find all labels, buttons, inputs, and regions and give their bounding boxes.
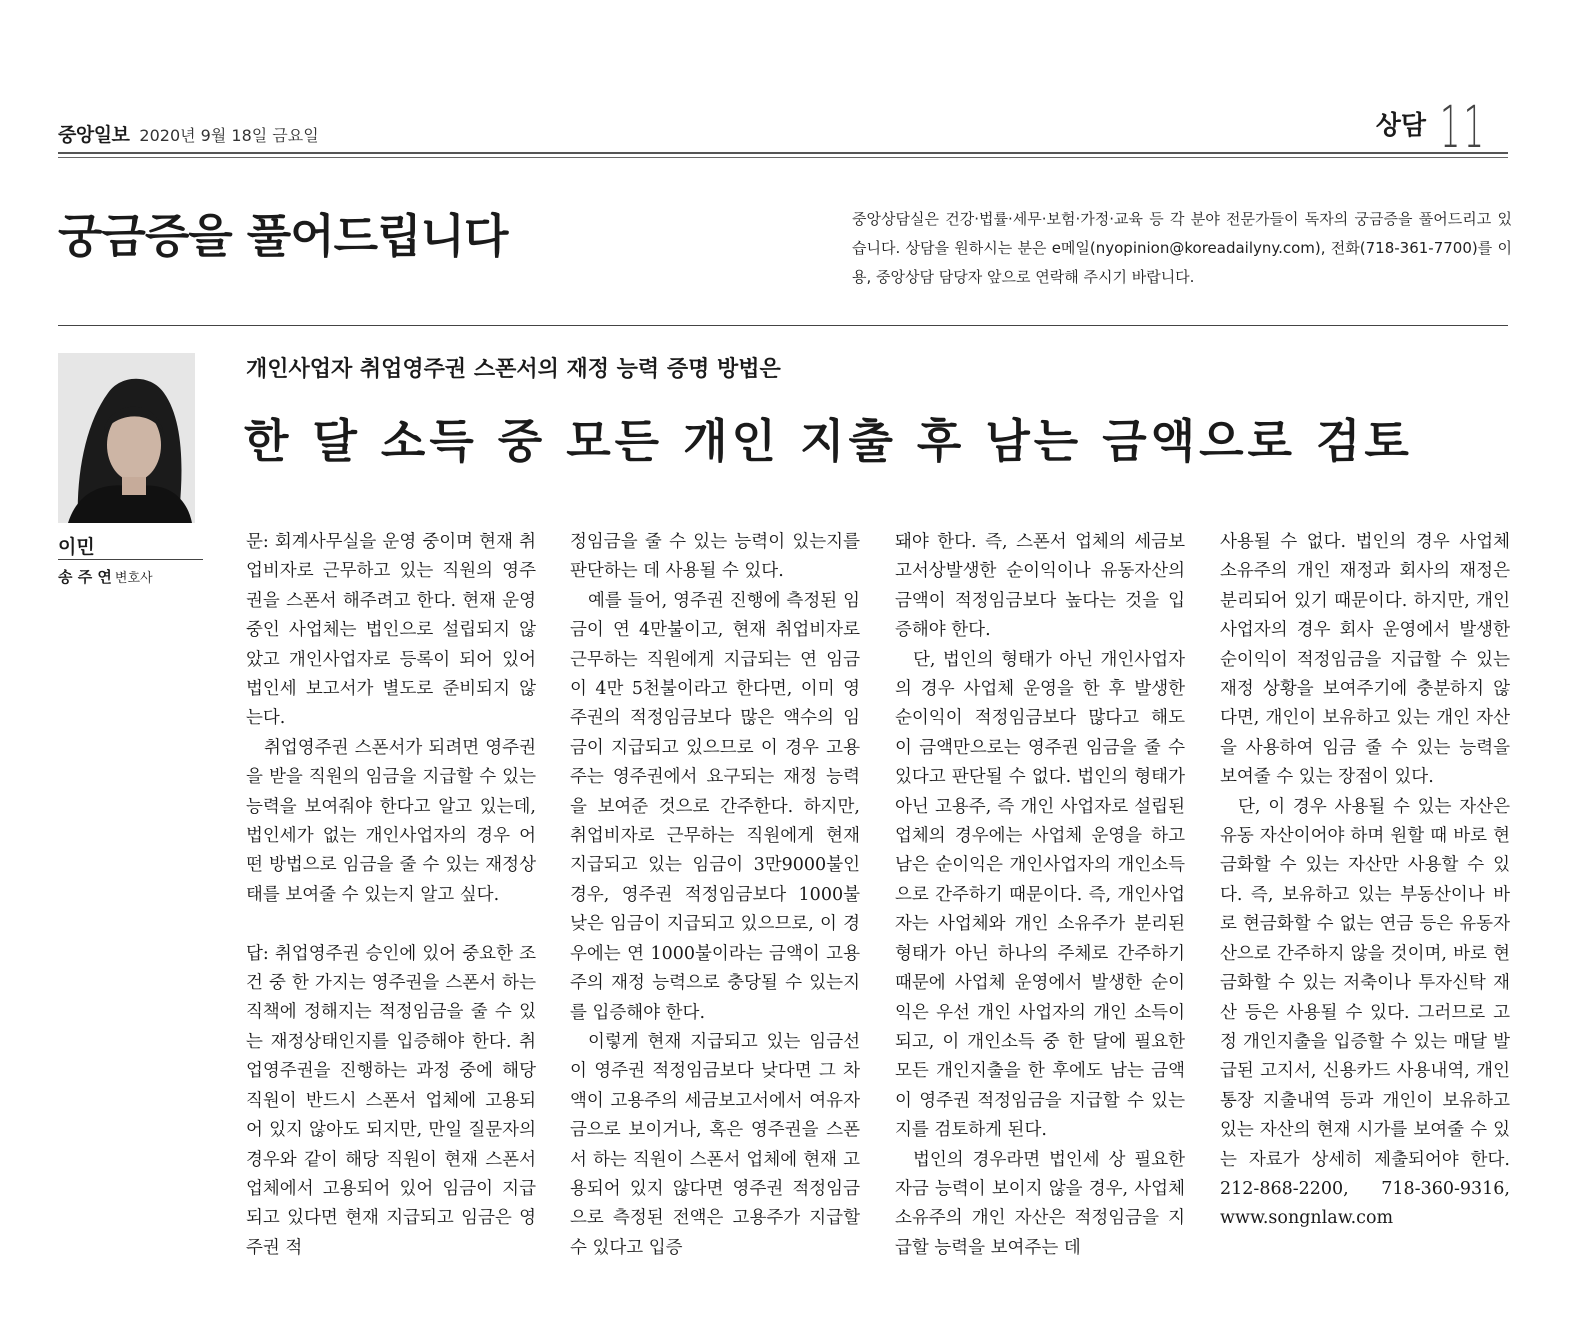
body-paragraph: 사용될 수 없다. 법인의 경우 사업체 소유주의 개인 재정과 회사의 재정은 분리되어 있기 때문이다. 하지만, 개인사업자의 경우 회사 운영에서 발생한 순이익이 적정임금을 지급할 수 있는 재정 상황을 보여주기에 충분하지 않다면, 개인이 보유하고 있는 개인 자산을 사용하여 임금 줄 수 있는 능력을 보여줄 수 있는 장점이 있다. (1220, 532, 1510, 788)
column-title: 궁금증을 풀어드립니다 (58, 209, 508, 263)
author-portrait-image (58, 353, 195, 523)
masthead (58, 120, 319, 148)
paper-name: 중앙일보 (58, 124, 130, 146)
issue-date: 2020년 9월 18일 금요일 (139, 126, 319, 145)
article-column-1 (246, 528, 536, 1263)
header-rule-bottom (58, 157, 1508, 158)
author-title: 변호사 (114, 571, 153, 586)
author-name: 송 주 연 (58, 568, 112, 586)
byline-author (58, 566, 153, 587)
body-paragraph: 돼야 한다. 즉, 스폰서 업체의 세금보고서상발생한 순이익이나 유동자산의 금액이 적정임금보다 높다는 것을 입증해야 한다. (895, 532, 1185, 641)
body-paragraph-with-contact: 단, 이 경우 사용될 수 있는 자산은 유동 자산이어야 하며 원할 때 바로 현금화할 수 있는 자산만 사용할 수 있다. 즉, 보유하고 있는 부동산이나 바로 현금화할 수 없는 연금 등은 유동자산으로 간주하지 않을 것이며, 바로 현금화할 수 있는 저축이나 투자신탁 재산 등은 사용될 수 있다. 그러므로 고정 개인지출을 입증할 수 있는 매달 발급된 고지서, 신용카드 사용내역, 개인 통장 지출내역 등과 개인이 보유하고 있는 자산의 현재 시가를 보여줄 수 있는 자료가 상세히 제출되어야 한다. 212-868-2200, 718-360-9316, www.songnlaw.com (1220, 796, 1510, 1229)
article-column-3 (895, 528, 1185, 1263)
article-headline: 한 달 소득 중 모든 개인 지출 후 남는 금액으로 검토 (244, 414, 1413, 468)
body-paragraph: 법인의 경우라면 법인세 상 필요한 자금 능력이 보이지 않을 경우, 사업체 소유주의 개인 자산은 적정임금을 지급할 능력을 보여주는 데 (895, 1149, 1185, 1258)
body-paragraph: 예를 들어, 영주권 진행에 측정된 임금이 연 4만불이고, 현재 취업비자로 근무하는 직원에게 지급되는 연 임금이 4만 5천불이라고 한다면, 이미 영주권의 적정임금보다 많은 액수의 임금이 지급되고 있으므로 이 경우 고용주는 영주권에서 요구되는 재정 능력을 보여준 것으로 간주한다. 하지만, 취업비자로 근무하는 직원에게 현재 지급되고 있는 임금이 3만9000불인 경우, 영주권 적정임금보다 1000불 낮은 임금이 지급되고 있으므로, 이 경우에는 연 1000불이라는 금액이 고용주의 재정 능력으로 충당될 수 있는지를 입증해야 한다. (570, 590, 860, 1023)
byline-rule (58, 559, 203, 560)
body-paragraph: 정임금을 줄 수 있는 능력이 있는지를 판단하는 데 사용될 수 있다. (570, 532, 860, 582)
author-photo (58, 353, 195, 523)
page-number: 11 (1440, 93, 1488, 161)
answer-paragraph-1: 답: 취업영주권 승인에 있어 중요한 조건 중 한 가지는 영주권을 스폰서 하는 직책에 정해지는 적정임금을 줄 수 있는 재정상태인지를 입증해야 한다. 취업영주권을 진행하는 과정 중에 해당 직원이 반드시 스폰서 업체에 고용되어 있지 않아도 되지만, 만일 질문자의 경우와 같이 해당 직원이 현재 스폰서 업체에서 고용되어 있어 임금이 지급되고 있다면 현재 지급되고 임금은 영주권 적 (246, 943, 536, 1258)
byline-category: 이민 (58, 536, 95, 558)
article-column-2 (570, 528, 860, 1263)
question-paragraph-2: 취업영주권 스폰서가 되려면 영주권을 받을 직원의 임금을 지급할 수 있는 능력을 보여줘야 한다고 알고 있는데, 법인세가 없는 개인사업자의 경우 어떤 방법으로 임금을 줄 수 있는 재정상태를 보여줄 수 있는지 알고 싶다. (246, 737, 536, 905)
body-paragraph: 단, 법인의 형태가 아닌 개인사업자의 경우 사업체 운영을 한 후 발생한 순이익이 적정임금보다 많다고 해도 이 금액만으로는 영주권 임금을 줄 수 있다고 판단될 수 없다. 법인의 형태가 아닌 고용주, 즉 개인 사업자로 설립된 업체의 경우에는 사업체 운영을 하고 남은 순이익은 개인사업자의 개인소득으로 간주하기 때문이다. 즉, 개인사업자는 사업체와 개인 소유주가 분리된 형태가 아닌 하나의 주체로 간주하기 때문에 사업체 운영에서 발생한 순이익은 우선 개인 사업자의 개인 소득이 되고, 이 개인소득 중 한 달에 필요한 모든 개인지출을 한 후에도 남는 금액이 영주권 적정임금을 지급할 수 있는지를 검토하게 된다. (895, 649, 1185, 1141)
column-intro: 중앙상담실은 건강·법률·세무·보험·가정·교육 등 각 분야 전문가들이 독자의 궁금증을 풀어드리고 있습니다. 상담을 원하시는 분은 e메일(nyopinion@koreadailyny.com), 전화(718-361-7700)를 이용, 중앙상담 담당자 앞으로 연락해 주시기 바랍니다. (852, 210, 1512, 286)
body-paragraph: 이렇게 현재 지급되고 있는 임금선이 영주권 적정임금보다 낮다면 그 차액이 고용주의 세금보고서에서 여유자금으로 보이거나, 혹은 영주권을 스폰서 하는 직원이 스폰서 업체에 현재 고용되어 있지 않다면 영주권 적정임금으로 측정된 전액은 고용주가 지급할 수 있다고 입증 (570, 1031, 860, 1258)
article-column-4 (1220, 528, 1510, 1234)
section-header (1375, 93, 1502, 161)
section-name: 상담 (1375, 111, 1426, 141)
question-paragraph-1: 문: 회계사무실을 운영 중이며 현재 취업비자로 근무하고 있는 직원의 영주권을 스폰서 해주려고 한다. 현재 운영 중인 사업체는 법인으로 설립되지 않았고 개인사업자로 등록이 되어 있어 법인세 보고서가 별도로 준비되지 않는다. (246, 532, 536, 729)
section-divider (58, 325, 1508, 326)
article-subheadline: 개인사업자 취업영주권 스폰서의 재정 능력 증명 방법은 (246, 357, 781, 382)
header-rule-top (58, 152, 1508, 154)
